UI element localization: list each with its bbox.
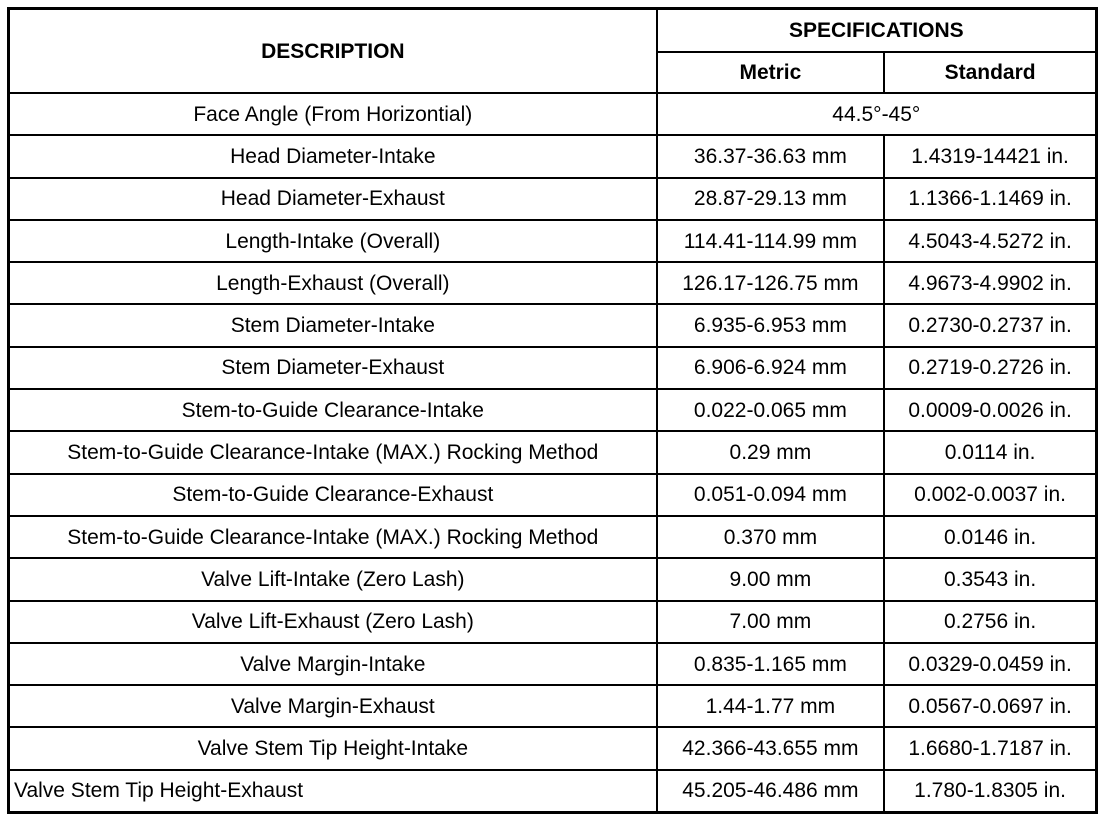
metric-cell: 45.205-46.486 mm — [657, 770, 885, 812]
metric-cell: 36.37-36.63 mm — [657, 135, 885, 177]
table-row — [9, 558, 1097, 600]
standard-cell: 0.2730-0.2737 in. — [884, 304, 1096, 346]
table-row — [9, 770, 1097, 812]
standard-cell: 0.0567-0.0697 in. — [884, 685, 1096, 727]
table-row — [9, 135, 1097, 177]
metric-cell: 6.906-6.924 mm — [657, 347, 885, 389]
description-cell: Stem-to-Guide Clearance-Exhaust — [9, 474, 657, 516]
table-row — [9, 474, 1097, 516]
table-row — [9, 220, 1097, 262]
description-cell: Length-Exhaust (Overall) — [9, 262, 657, 304]
description-header: DESCRIPTION — [9, 9, 657, 94]
description-cell: Stem-to-Guide Clearance-Intake (MAX.) Rocking Method — [9, 516, 657, 558]
metric-cell: 0.29 mm — [657, 431, 885, 473]
standard-cell: 4.5043-4.5272 in. — [884, 220, 1096, 262]
standard-cell: 0.2719-0.2726 in. — [884, 347, 1096, 389]
table-row — [9, 685, 1097, 727]
valve-specifications-table — [7, 7, 1098, 814]
metric-cell: 1.44-1.77 mm — [657, 685, 885, 727]
table-row — [9, 431, 1097, 473]
standard-cell: 0.0329-0.0459 in. — [884, 643, 1096, 685]
description-cell: Length-Intake (Overall) — [9, 220, 657, 262]
description-cell: Stem-to-Guide Clearance-Intake — [9, 389, 657, 431]
standard-cell: 0.2756 in. — [884, 601, 1096, 643]
standard-cell: 1.1366-1.1469 in. — [884, 178, 1096, 220]
table-row — [9, 178, 1097, 220]
metric-header: Metric — [657, 52, 885, 93]
description-cell: Valve Margin-Exhaust — [9, 685, 657, 727]
metric-cell: 0.051-0.094 mm — [657, 474, 885, 516]
metric-cell: 0.370 mm — [657, 516, 885, 558]
standard-cell: 0.0146 in. — [884, 516, 1096, 558]
metric-cell: 9.00 mm — [657, 558, 885, 600]
table-row — [9, 389, 1097, 431]
combined-spec-cell: 44.5°-45° — [657, 93, 1097, 135]
header-row — [9, 9, 1097, 53]
description-cell: Valve Stem Tip Height-Exhaust — [9, 770, 657, 812]
table-row — [9, 727, 1097, 769]
description-cell: Valve Lift-Exhaust (Zero Lash) — [9, 601, 657, 643]
description-cell: Head Diameter-Exhaust — [9, 178, 657, 220]
description-cell: Valve Lift-Intake (Zero Lash) — [9, 558, 657, 600]
standard-cell: 4.9673-4.9902 in. — [884, 262, 1096, 304]
standard-cell: 0.3543 in. — [884, 558, 1096, 600]
table-row — [9, 93, 1097, 135]
table-row — [9, 643, 1097, 685]
metric-cell: 126.17-126.75 mm — [657, 262, 885, 304]
standard-cell: 1.4319-14421 in. — [884, 135, 1096, 177]
standard-header: Standard — [884, 52, 1096, 93]
description-cell: Head Diameter-Intake — [9, 135, 657, 177]
metric-cell: 114.41-114.99 mm — [657, 220, 885, 262]
specifications-header: SPECIFICATIONS — [657, 9, 1097, 53]
standard-cell: 1.6680-1.7187 in. — [884, 727, 1096, 769]
metric-cell: 7.00 mm — [657, 601, 885, 643]
description-cell: Valve Margin-Intake — [9, 643, 657, 685]
description-cell: Stem-to-Guide Clearance-Intake (MAX.) Rocking Method — [9, 431, 657, 473]
standard-cell: 0.0009-0.0026 in. — [884, 389, 1096, 431]
table-row — [9, 601, 1097, 643]
description-cell: Valve Stem Tip Height-Intake — [9, 727, 657, 769]
metric-cell: 28.87-29.13 mm — [657, 178, 885, 220]
description-cell: Face Angle (From Horizontial) — [9, 93, 657, 135]
metric-cell: 42.366-43.655 mm — [657, 727, 885, 769]
description-cell: Stem Diameter-Intake — [9, 304, 657, 346]
metric-cell: 0.835-1.165 mm — [657, 643, 885, 685]
metric-cell: 0.022-0.065 mm — [657, 389, 885, 431]
table-row — [9, 304, 1097, 346]
table-row — [9, 347, 1097, 389]
standard-cell: 1.780-1.8305 in. — [884, 770, 1096, 812]
table-row — [9, 516, 1097, 558]
description-cell: Stem Diameter-Exhaust — [9, 347, 657, 389]
standard-cell: 0.002-0.0037 in. — [884, 474, 1096, 516]
table-row — [9, 262, 1097, 304]
standard-cell: 0.0114 in. — [884, 431, 1096, 473]
metric-cell: 6.935-6.953 mm — [657, 304, 885, 346]
